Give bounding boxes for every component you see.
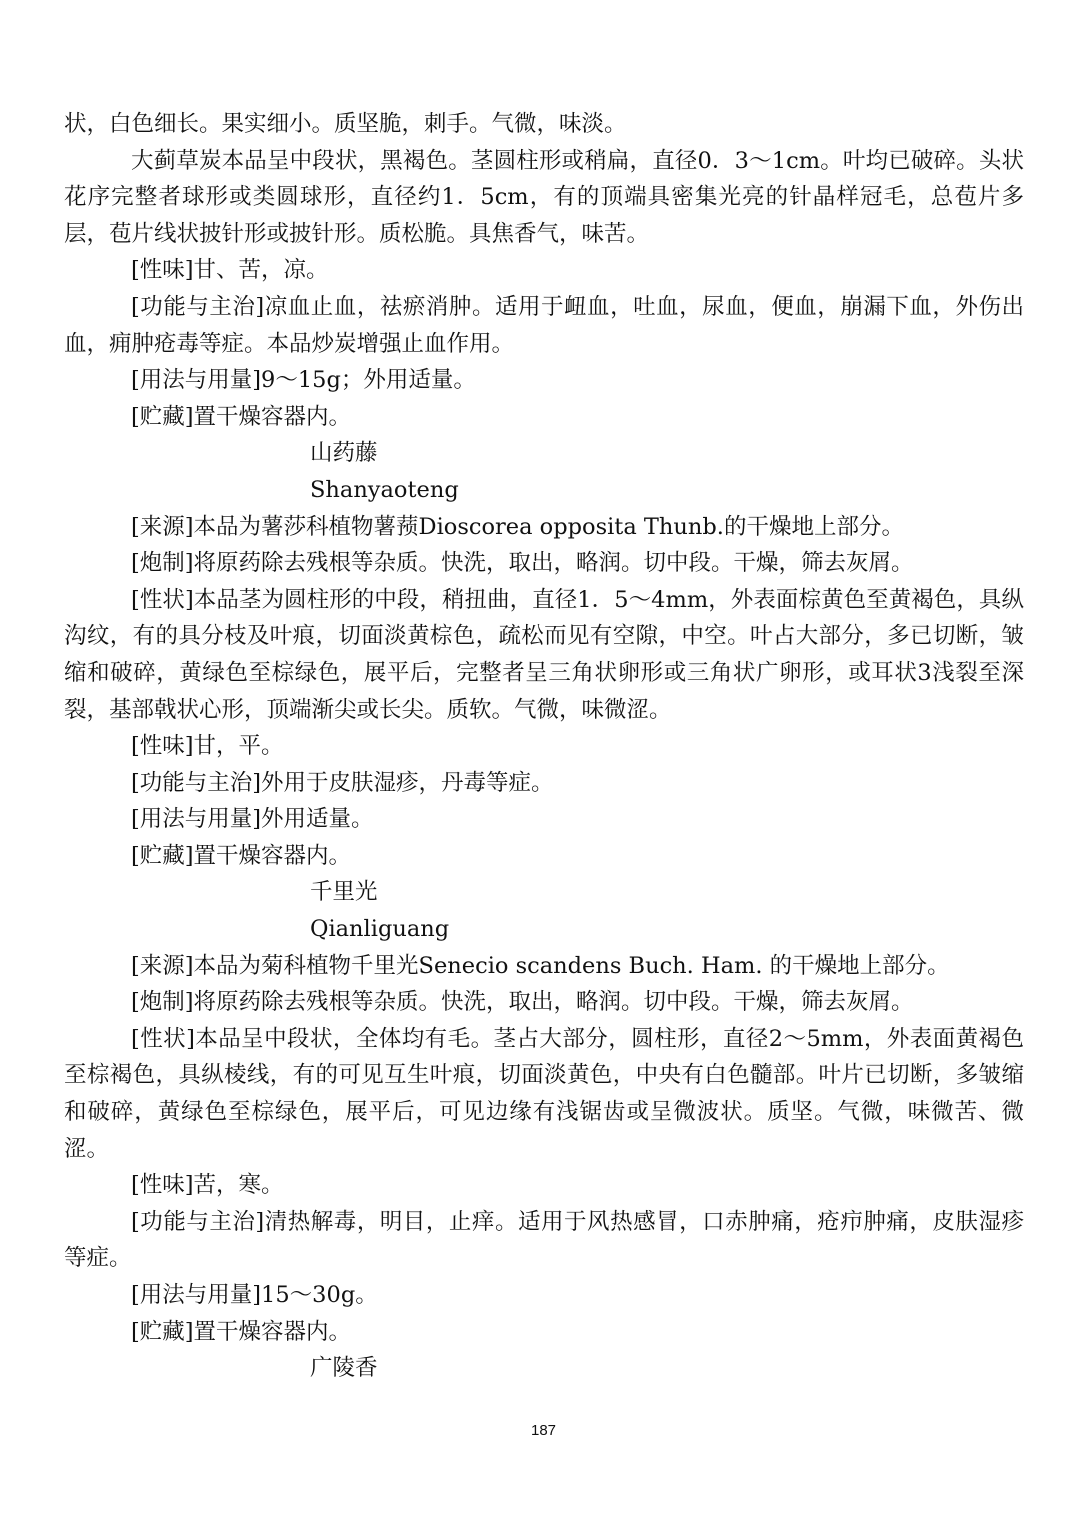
paragraph-gongneng: [功能与主治]清热解毒，明目，止痒。适用于风热感冒，口赤肿痛，疮疖肿痛，皮肤湿疹等症。 (64, 1208, 1024, 1272)
paragraph-xingwei: [性味]苦，寒。 (131, 1172, 284, 1199)
paragraph-zhucang: [贮藏]置干燥容器内。 (131, 1318, 352, 1345)
paragraph-gongneng: [功能与主治]外用于皮肤湿疹，丹毒等症。 (131, 769, 554, 796)
paragraph-xingzhuang: [性状]本品呈中段状，全体均有毛。茎占大部分，圆柱形，直径2～5mm，外表面黄褐色至棕褐色，具纵棱线，有的可见互生叶痕，切面淡黄色，中央有白色髓部。叶片已切断，多皱缩和破碎，黄绿色至棕绿色，展平后，可见边缘有浅锯齿或呈微波状。质坚。气微，味微苦、微涩。 (64, 1025, 1024, 1162)
paragraph-yongfa: [用法与用量]外用适量。 (131, 806, 374, 833)
entry-title-guanglingxiang: 广陵香 (310, 1355, 378, 1382)
paragraph-dajicao-tan: 大蓟草炭本品呈中段状，黑褐色。茎圆柱形或稍扁，直径0．3～1cm。叶均已破碎。头状花序完整者球形或类圆球形，直径约1．5cm，有的顶端具密集光亮的针晶样冠毛，总苞片多层，苞片线状披针形或披针形。质松脆。具焦香气，味苦。 (64, 147, 1024, 247)
paragraph-xingzhuang: [性状]本品茎为圆柱形的中段，稍扭曲，直径1．5～4mm，外表面棕黄色至黄褐色，具纵沟纹，有的具分枝及叶痕，切面淡黄棕色，疏松而见有空隙，中空。叶占大部分，多已切断，皱缩和破碎，黄绿色至棕绿色，展平后，完整者呈三角状卵形或三角状广卵形，或耳状3浅裂至深裂，基部戟状心形，顶端渐尖或长尖。质软。气微，味微涩。 (64, 586, 1024, 723)
paragraph-zhucang: [贮藏]置干燥容器内。 (131, 403, 352, 430)
paragraph-paozhi: [炮制]将原药除去残根等杂质。快洗，取出，略润。切中段。干燥，筛去灰屑。 (131, 989, 914, 1016)
paragraph-laiyuan: [来源]本品为菊科植物千里光Senecio scandens Buch. Ham. 的干燥地上部分。 (131, 952, 950, 979)
paragraph-laiyuan: [来源]本品为薯莎科植物薯蓣Dioscorea opposita Thunb.的干燥地上部分。 (131, 513, 904, 540)
paragraph-xingwei: [性味]甘、苦，凉。 (131, 257, 329, 284)
entry-pinyin-qianliguang: Qianliguang (310, 916, 450, 943)
body-text (64, 106, 1024, 1387)
paragraph-cont: 状，白色细长。果实细小。质坚脆，刺手。气微，味淡。 (64, 111, 627, 137)
paragraph-zhucang: [贮藏]置干燥容器内。 (131, 842, 352, 869)
paragraph-yongfa: [用法与用量]15～30g。 (131, 1282, 378, 1308)
paragraph-paozhi: [炮制]将原药除去残根等杂质。快洗，取出，略润。切中段。干燥，筛去灰屑。 (131, 550, 914, 577)
page-number: 187 (530, 1422, 557, 1439)
entry-pinyin-shanyaoteng: Shanyaoteng (310, 476, 459, 503)
paragraph-gongneng: [功能与主治]凉血止血，祛瘀消肿。适用于衄血，吐血，尿血，便血，崩漏下血，外伤出血，痈肿疮毒等症。本品炒炭增强止血作用。 (64, 293, 1024, 357)
paragraph-yongfa: [用法与用量]9～15g；外用适量。 (131, 367, 476, 394)
entry-title-shanyaoteng: 山药藤 (310, 440, 378, 467)
paragraph-xingwei: [性味]甘，平。 (131, 733, 284, 760)
entry-title-qianliguang: 千里光 (310, 879, 378, 906)
